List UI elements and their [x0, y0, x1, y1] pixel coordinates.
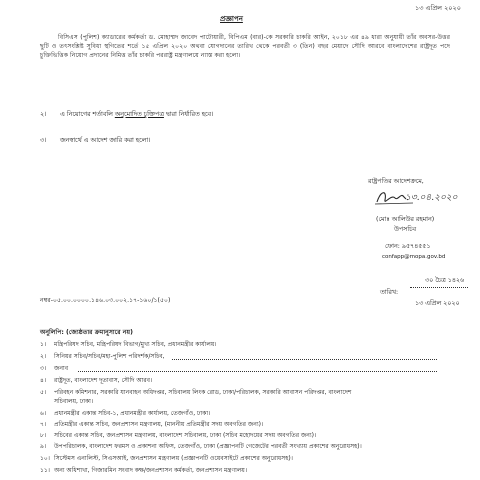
signatory-phone: ফোন: ৯৫৭৪৫৫১ — [385, 243, 431, 250]
signatory-name: (মোঃ আলিউর রহমান) — [376, 216, 435, 223]
copy-to-text: সিনিয়র সচিব/সচিব/মহা-পুলিশ পরিদর্শক/সচিব, — [54, 353, 165, 360]
dotted-fill-line — [172, 359, 437, 360]
copy-to-number: ১। — [40, 341, 47, 348]
copy-to-number: ৪। — [40, 377, 47, 384]
copy-to-number: ২। — [40, 353, 47, 360]
paragraph-1 — [40, 33, 450, 61]
paragraph-2 — [60, 111, 213, 119]
paragraph-2-number: ২। — [40, 111, 47, 118]
copy-to-text: মন্ত্রিপরিষদ সচিব, মন্ত্রিপরিষদ বিভাগ/মুখ্য সচিব, প্রধানমন্ত্রীর কার্যালয়। — [54, 341, 217, 348]
copy-to-item — [40, 455, 293, 463]
copy-to-item — [40, 341, 217, 349]
copy-to-number: ১১। — [40, 467, 50, 474]
copy-to-number: ৮। — [40, 432, 47, 439]
paragraph-1-line: প্রদানের নিমিত্ত তাঁর চাকরি পররাষ্ট্র মন্ত্রণালয়ে ন্যাস্ত করা হলো। — [89, 52, 241, 60]
date-label: তারিখ: — [380, 289, 399, 296]
copy-to-text: সচিবের একান্ত সচিব, জনপ্রশাসন মন্ত্রণালয়, বাংলাদেশ সচিবালয়, ঢাকা (সচিব মহোদয়ের সদয় অবগতির জন্য)। — [54, 432, 317, 439]
copy-to-text: জনাব — [54, 365, 69, 372]
copy-to-item — [40, 432, 316, 440]
paragraph-1-line: বিসিএস (পুলিশ) ক্যাডারের কর্মকর্তা ড. মোহাম্মদ জাবেদ পাটোয়ারী, বিপিএম (বার)-কে সরকারি চাকরি — [58, 34, 311, 41]
copy-to-number: ৭। — [40, 421, 47, 428]
copy-to-text: পরিবহন কমিশনার, সরকারি যানবাহন অধিদপ্তর, সচিবালয় লিংক রোড, ঢাকা/পরিচালক, সরকারি আবাসন পরিদপ্তর, বাংলাদেশ — [54, 389, 352, 396]
signatory-email: confapp@mopa.gov.bd — [382, 254, 446, 260]
paragraph-3: জনস্বার্থে এ আদেশ জারি করা হলো। — [60, 137, 151, 144]
copy-to-item — [40, 467, 247, 475]
signatory-designation: উপসচিব — [394, 226, 417, 233]
paragraph-2-text: এ নিয়োগের শর্তাবলি — [60, 111, 115, 118]
copy-to-item — [40, 377, 152, 385]
copy-to-text: রাষ্ট্রদূত, বাংলাদেশ দূতাবাস, সৌদি আরব। — [54, 377, 153, 384]
paragraph-1-line: যোগদানের তারিখ থেকে পরবর্তী ৩ (তিন) বছর মেয়াদে সৌদি আরবে বাংলাদেশের রাষ্ট্রদূত পদে চুক্তিভিত্তিক নিয়োগ — [40, 43, 450, 60]
copy-to-number: ৯। — [40, 443, 47, 450]
copy-to-item — [40, 421, 263, 429]
signature-date: ১৩.০৪.২০২০ — [405, 193, 458, 203]
copy-to-item — [40, 410, 210, 418]
copy-to-number: ১০। — [40, 455, 50, 462]
paragraph-3-number: ৩। — [40, 137, 47, 144]
document-title: প্রজ্ঞাপন — [220, 15, 243, 23]
copy-to-item — [40, 389, 351, 397]
copy-to-number: ৫। — [40, 389, 47, 396]
copy-to-item — [40, 443, 362, 451]
copy-to-item-continued: সচিবালয়, ঢাকা। — [54, 398, 94, 405]
copy-to-item — [40, 365, 68, 373]
copy-to-item — [40, 353, 165, 361]
date-bangla-calendar: ৩০ চৈত্র ১৪২৬ — [425, 277, 465, 284]
copy-to-text: সিস্টেমস এনালিস্ট, সিএসআই, জনপ্রশাসন মন্ত্রণালয় (প্রজ্ঞাপনটি ওয়েবসাইটে প্রকাশের অনুরোধসহ)। — [54, 455, 293, 462]
date-rule — [410, 287, 468, 288]
copy-to-text: অন্য অধিশাখা, গিজারমিন সংবাদ কক্ষ/জনপ্রশাসন কর্মকর্তা, জনপ্রশাসন মন্ত্রণালয়। — [54, 467, 247, 474]
paragraph-1-line: আইন, ২০১৮ এর ৪৯ ধারা অনুযায়ী তাঁর অবসর-উত্তর ছুটি ও তৎসংশ্লিষ্ট সুবিধা স্থগিতের শর্তে ১৫ এপ্রিল ২০২০ অথবা — [40, 34, 450, 51]
copy-to-number: ৩। — [40, 365, 47, 372]
copy-to-text: প্রতিমন্ত্রীর একান্ত সচিব, জনপ্রশাসন মন্ত্রণালয়, (মাননীয় প্রতিমন্ত্রীর সদয় অবগতির জন্য)। — [54, 421, 264, 428]
paragraph-2-text-end: দ্বারা নির্ধারিত হবে। — [163, 111, 214, 118]
dotted-fill-line — [78, 371, 437, 372]
date-gregorian: ১৩ এপ্রিল ২০২০ — [415, 300, 460, 307]
copy-to-title: অনুলিপি: (জ্যেষ্ঠতার ক্রমানুসারে নয়) — [40, 329, 133, 336]
by-order-text: রাষ্ট্রপতির আদেশক্রমে, — [368, 178, 424, 185]
memo-number: নম্বর-০৫.০০.০০০০.১৪৬.০৩.০০২.১৭-১৬০/১(৫০) — [40, 297, 171, 304]
issue-date: ১৩ এপ্রিল ২০২০ — [415, 4, 461, 12]
copy-to-text: প্রধানমন্ত্রীর একান্ত সচিব-১, প্রধানমন্ত্রীর কার্যালয়, তেজগাঁও, ঢাকা। — [54, 410, 211, 417]
copy-to-number: ৬। — [40, 410, 47, 417]
copy-to-text: উপপরিচালক, বাংলাদেশ ফরমস ও প্রকাশনা অফিস, তেজগাঁও, ঢাকা (প্রজ্ঞাপনটি গেজেটের পরবর্তী সংখ্যায় প্রকাশের অনুরোধসহ)। — [54, 443, 362, 450]
agreement-link-text: অনুমোদিত চুক্তিপত্র — [114, 111, 164, 118]
